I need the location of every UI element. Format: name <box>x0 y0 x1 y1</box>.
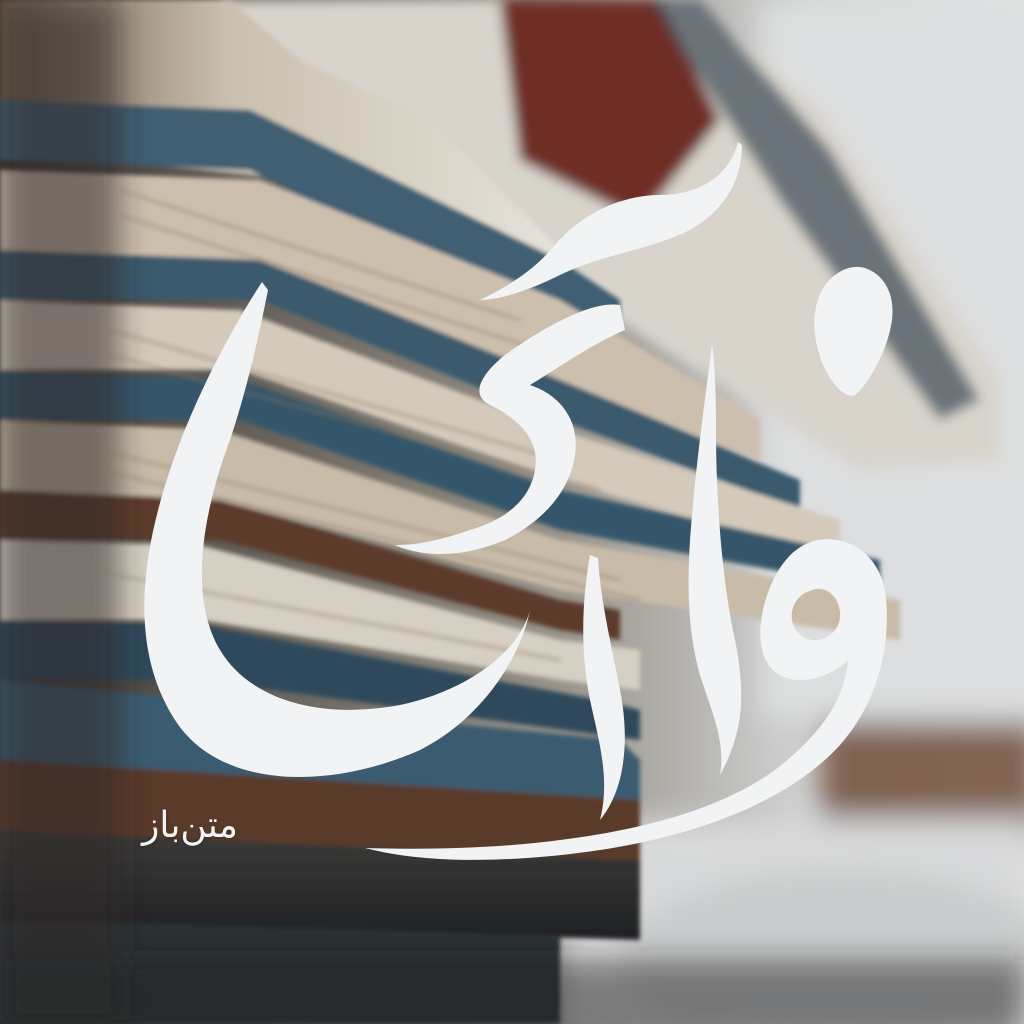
subtitle-label: متن‌باز <box>142 805 238 846</box>
